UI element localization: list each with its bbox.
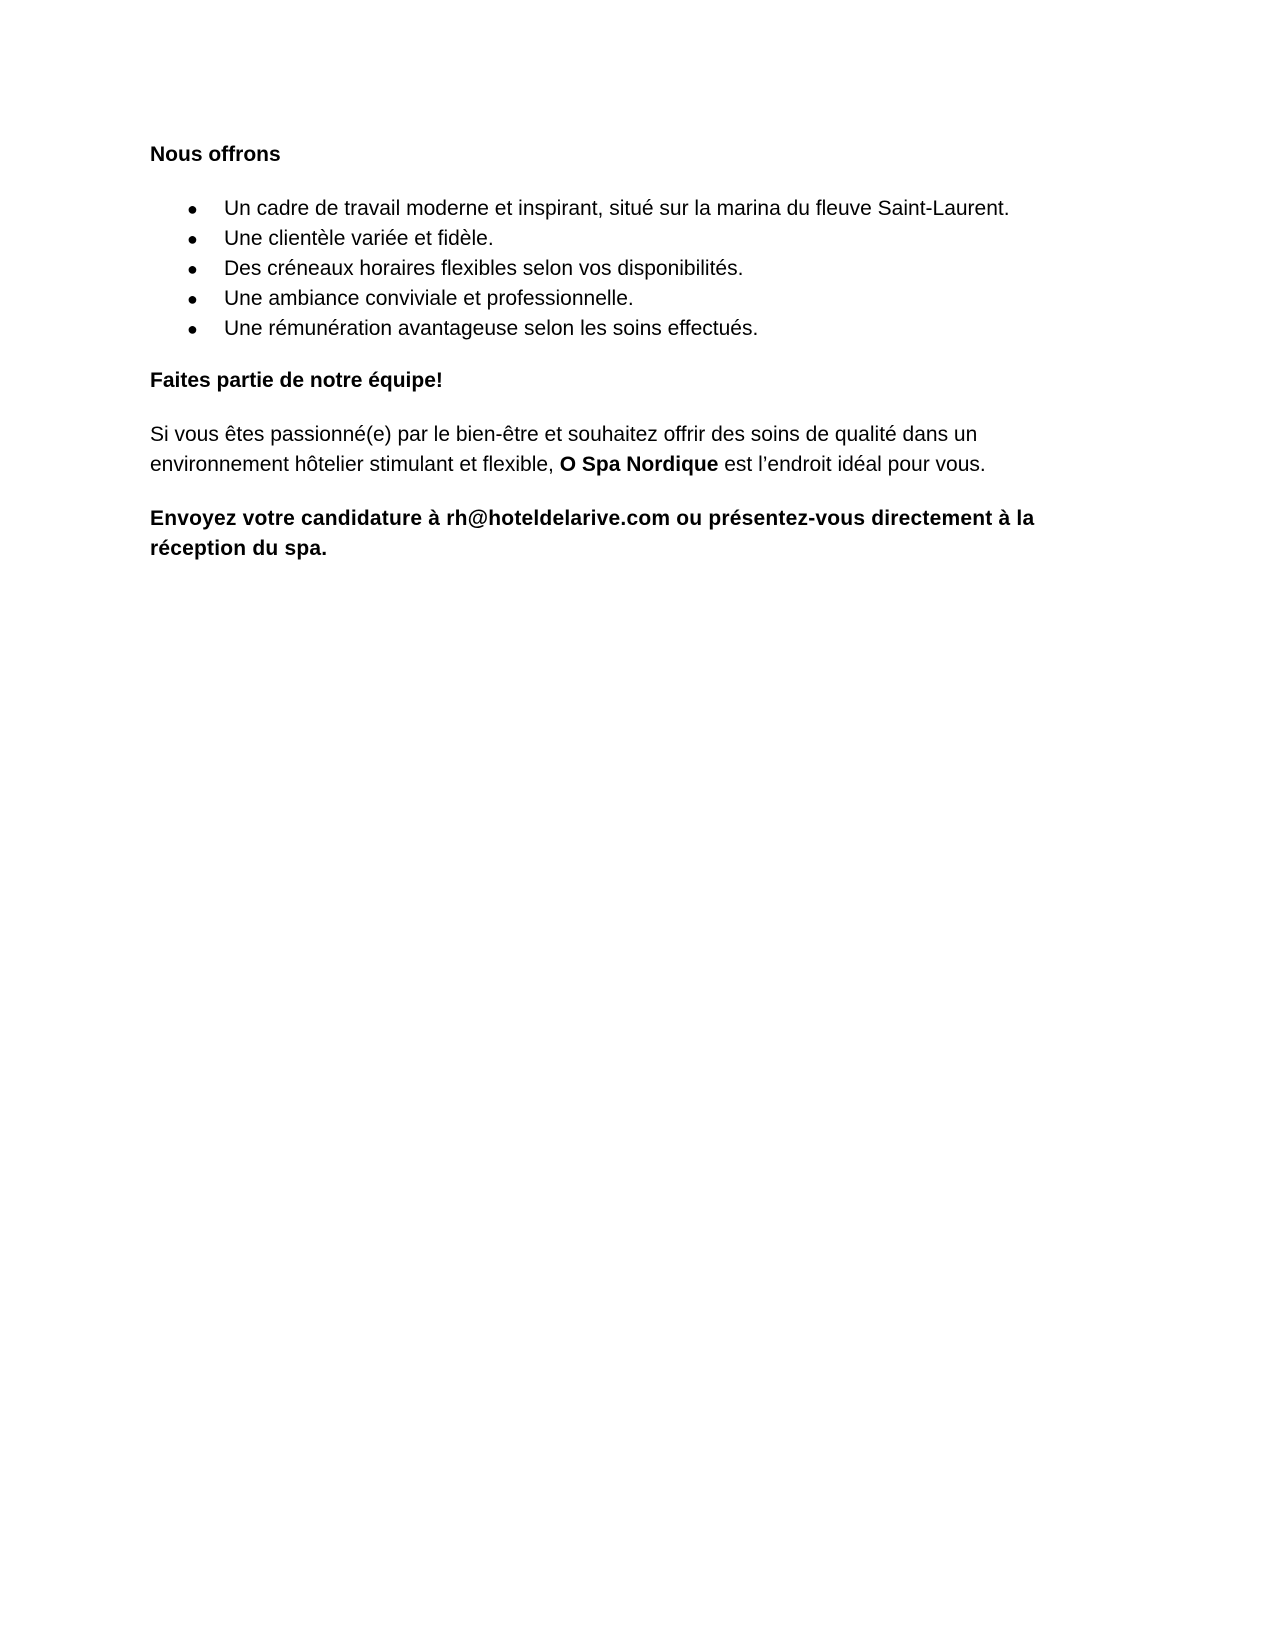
bullet-icon: ● xyxy=(187,229,198,249)
team-paragraph xyxy=(150,420,1100,480)
bullet-icon: ● xyxy=(187,259,198,279)
offers-heading: Nous offrons xyxy=(150,143,281,166)
list-item xyxy=(150,194,1100,224)
offer-text: Une ambiance conviviale et professionnelle. xyxy=(224,287,634,310)
list-item xyxy=(150,314,1100,344)
bullet-icon: ● xyxy=(187,319,198,339)
offer-text: Une rémunération avantageuse selon les soins effectués. xyxy=(224,317,759,340)
document-page xyxy=(150,140,1100,564)
list-item xyxy=(150,224,1100,254)
apply-instructions: Envoyez votre candidature à rh@hoteldelarive.com ou présentez-vous directement à la réception du spa. xyxy=(150,507,1035,560)
team-heading: Faites partie de notre équipe! xyxy=(150,369,443,392)
offer-text: Des créneaux horaires flexibles selon vos disponibilités. xyxy=(224,257,744,280)
spa-name: O Spa Nordique xyxy=(559,453,719,476)
list-item xyxy=(150,284,1100,314)
team-paragraph-after: est l’endroit idéal pour vous. xyxy=(718,453,986,476)
bullet-icon: ● xyxy=(187,199,198,219)
list-item xyxy=(150,254,1100,284)
offer-text: Un cadre de travail moderne et inspirant, situé sur la marina du fleuve Saint-Laurent. xyxy=(224,197,1010,220)
offer-text: Une clientèle variée et fidèle. xyxy=(224,227,494,250)
bullet-icon: ● xyxy=(187,289,198,309)
offers-list xyxy=(150,194,1100,344)
team-paragraph-before: Si vous êtes passionné(e) par le bien-être et souhaitez offrir des soins de qualité dans un environnement hôtelier stimulant et flexible, xyxy=(150,423,978,476)
